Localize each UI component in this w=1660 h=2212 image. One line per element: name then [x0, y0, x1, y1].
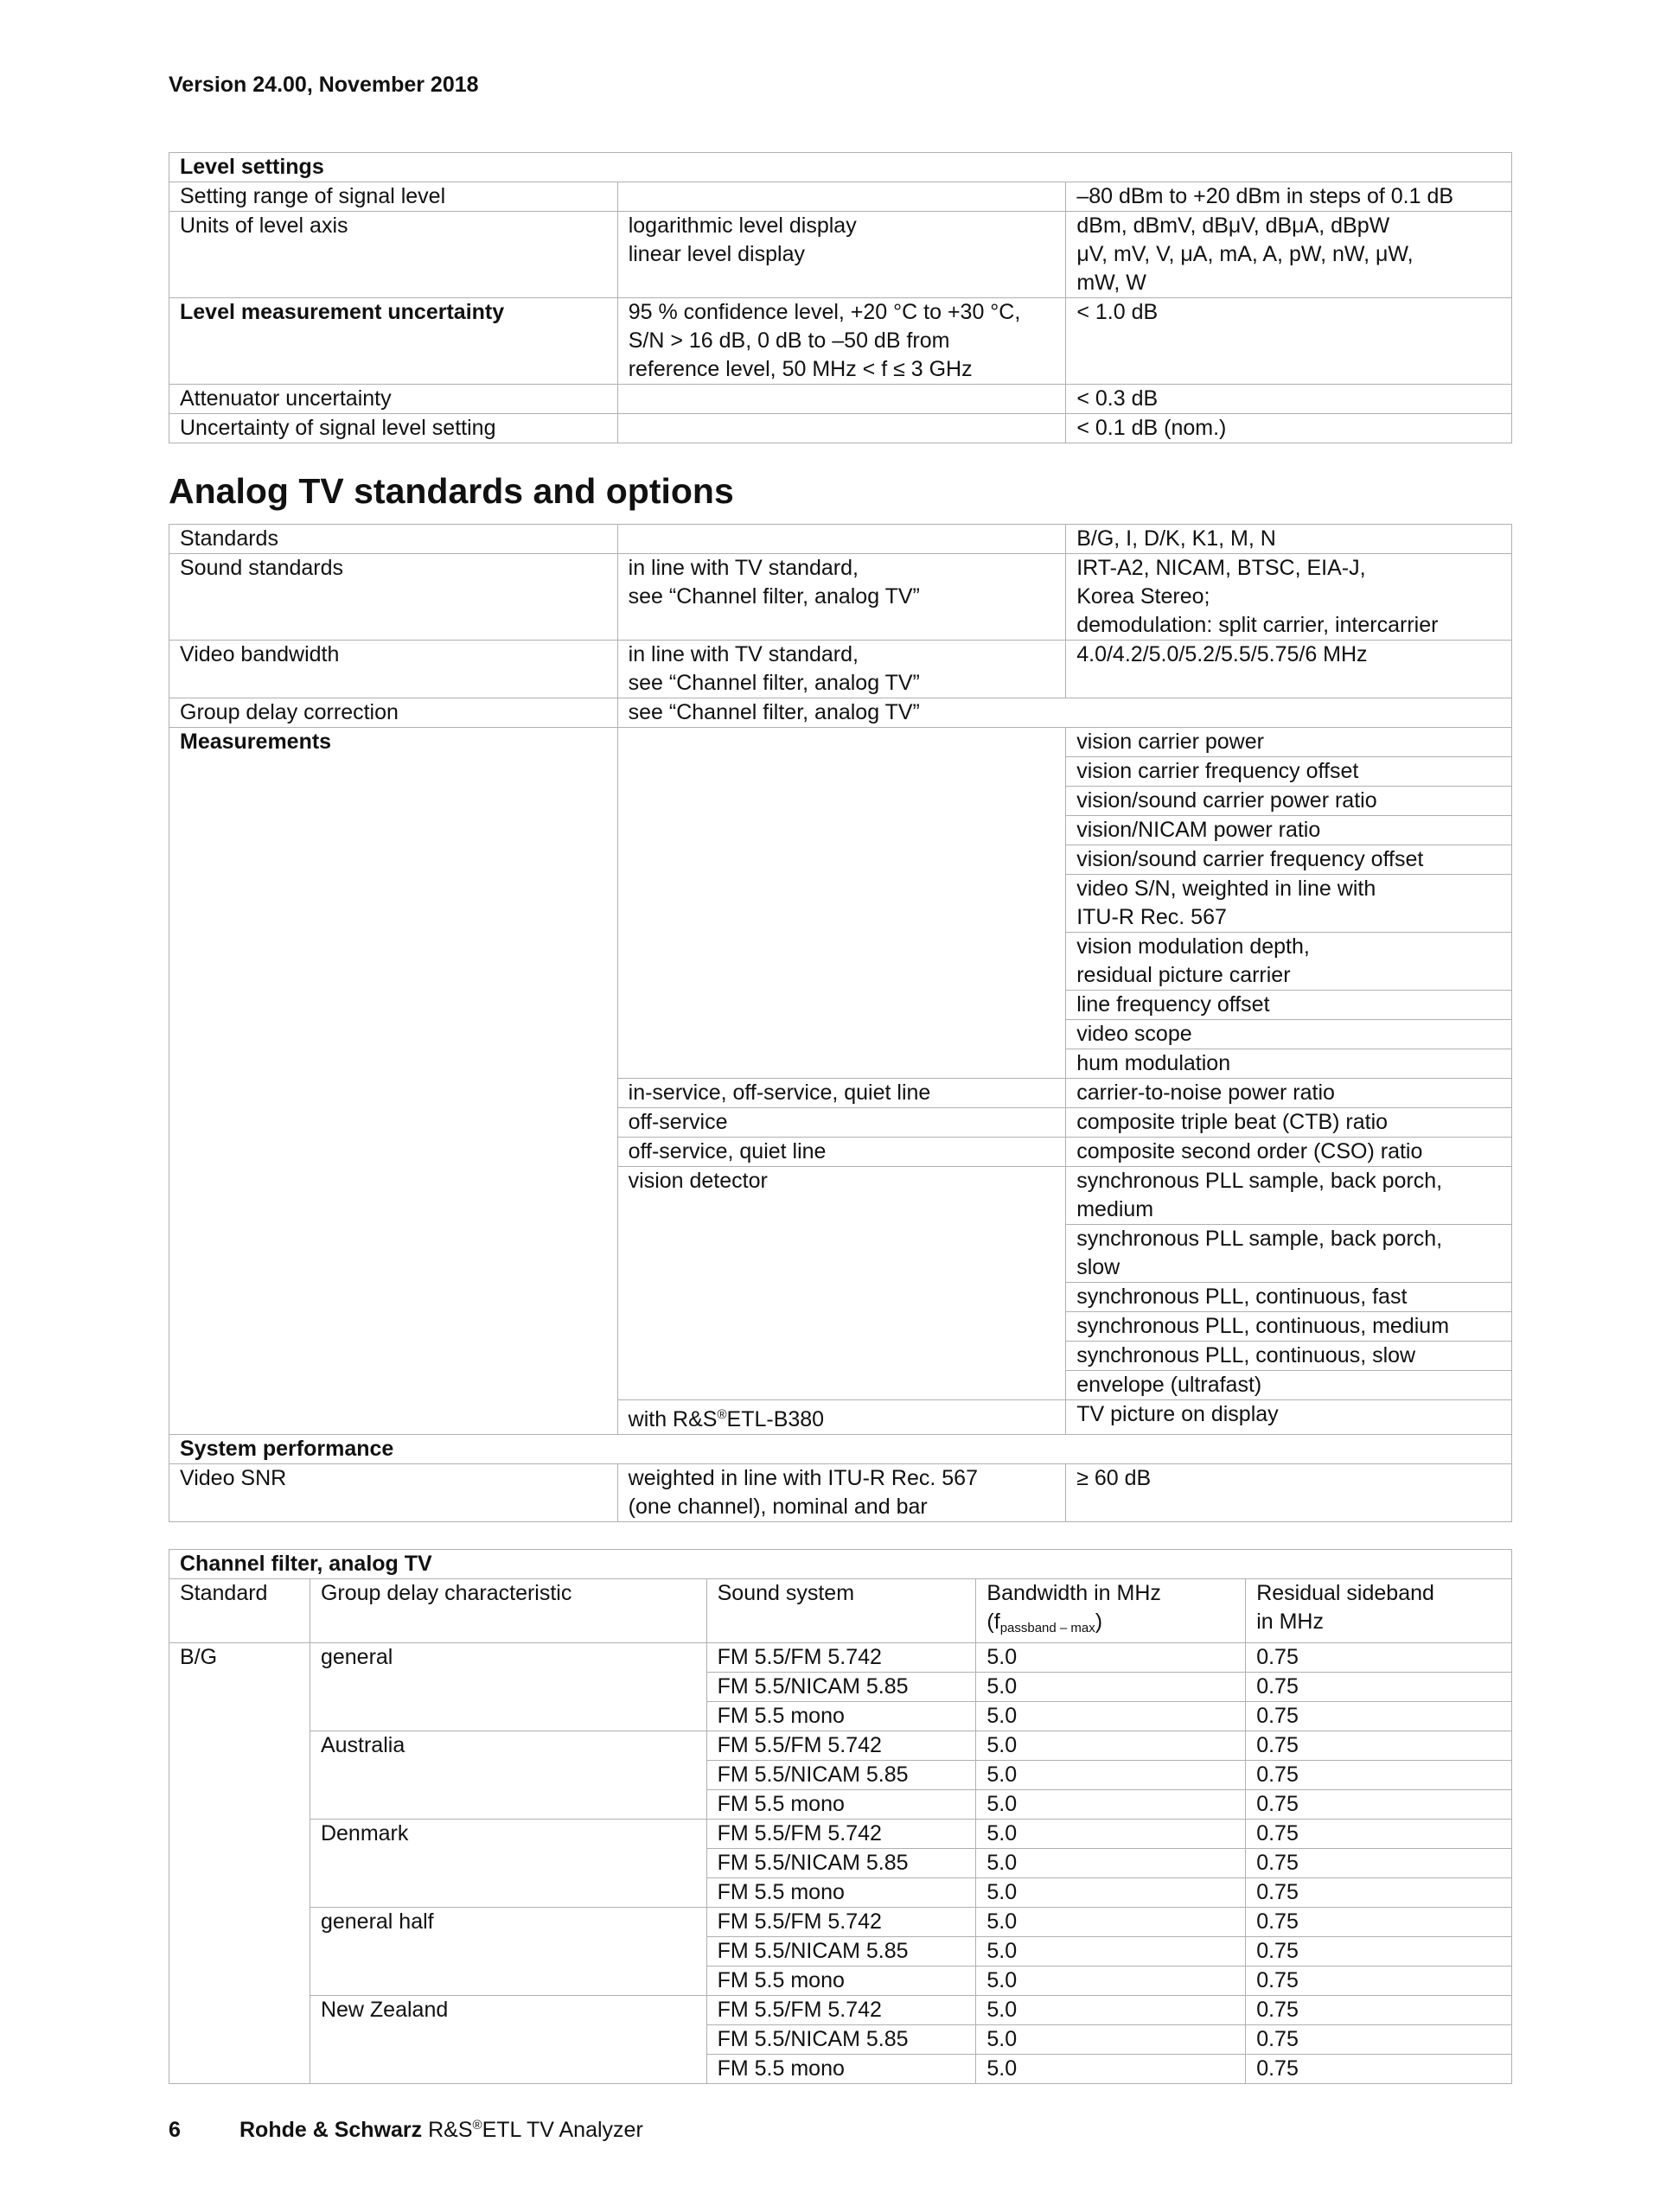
residual-sideband-cell: 0.75 — [1246, 1673, 1512, 1702]
row-value: < 0.3 dB — [1066, 385, 1512, 414]
bandwidth-cell: 5.0 — [976, 1937, 1246, 1967]
group-delay-cell: Australia — [310, 1731, 706, 1820]
table-title: Channel filter, analog TV — [169, 1550, 1512, 1579]
bandwidth-cell: 5.0 — [976, 1967, 1246, 1996]
residual-sideband-cell: 0.75 — [1246, 1908, 1512, 1937]
bandwidth-cell: 5.0 — [976, 2025, 1246, 2055]
footer-product-pre: R&S — [428, 2118, 473, 2142]
row-condition: vision detector — [617, 1167, 1066, 1400]
row-value: < 0.1 dB (nom.) — [1066, 414, 1512, 443]
row-value: μV, mV, V, μA, mA, A, pW, nW, μW, mW, W — [1066, 240, 1512, 298]
measurement-item: synchronous PLL sample, back porch, slow — [1066, 1225, 1512, 1283]
group-delay-cell: New Zealand — [310, 1996, 706, 2084]
measurement-item: composite triple beat (CTB) ratio — [1066, 1108, 1512, 1138]
row-condition: in line with TV standard, see “Channel filter, analog TV” — [617, 554, 1066, 641]
measurement-item: vision modulation depth, residual picture carrier — [1066, 933, 1512, 991]
residual-sideband-cell: 0.75 — [1246, 1937, 1512, 1967]
bandwidth-cell: 5.0 — [976, 1731, 1246, 1761]
table-row — [169, 1550, 1512, 1579]
row-value: dBm, dBmV, dBμV, dBμA, dBpW — [1066, 212, 1512, 241]
row-condition: off-service — [617, 1108, 1066, 1138]
bandwidth-cell: 5.0 — [976, 1820, 1246, 1849]
row-label: Video SNR — [169, 1464, 618, 1522]
measurement-item: video scope — [1066, 1020, 1512, 1049]
column-header: Bandwidth in MHz $(f_{passband - max})$ — [976, 1579, 1246, 1643]
system-performance-heading: System performance — [169, 1435, 1512, 1464]
row-label: Units of level axis — [169, 212, 618, 298]
residual-sideband-cell: 0.75 — [1246, 1761, 1512, 1790]
sound-system-cell: FM 5.5/FM 5.742 — [706, 1996, 976, 2025]
residual-sideband-cell: 0.75 — [1246, 1731, 1512, 1761]
row-value: –80 dBm to +20 dBm in steps of 0.1 dB — [1066, 182, 1512, 212]
measurement-item: vision/sound carrier power ratio — [1066, 787, 1512, 816]
bandwidth-cell: 5.0 — [976, 1908, 1246, 1937]
group-delay-cell: general half — [310, 1908, 706, 1996]
section-title: Analog TV standards and options — [169, 471, 734, 511]
row-value: see “Channel filter, analog TV” — [617, 698, 1511, 728]
standard-cell: B/G — [169, 1643, 310, 2084]
bandwidth-cell: 5.0 — [976, 1673, 1246, 1702]
measurement-item: vision carrier frequency offset — [1066, 757, 1512, 787]
residual-sideband-cell: 0.75 — [1246, 1996, 1512, 2025]
table-row — [169, 298, 1512, 385]
sound-system-cell: FM 5.5 mono — [706, 1790, 976, 1820]
column-header: Group delay characteristic — [310, 1579, 706, 1643]
group-delay-cell: Denmark — [310, 1820, 706, 1908]
measurement-item: synchronous PLL, continuous, fast — [1066, 1283, 1512, 1312]
row-label: Group delay correction — [169, 698, 618, 728]
row-condition: in line with TV standard, see “Channel filter, analog TV” — [617, 641, 1066, 698]
row-condition: 95 % confidence level, +20 °C to +30 °C, S/N > 16 dB, 0 dB to –50 dB from reference level, 50 MHz < f ≤ 3 GHz — [617, 298, 1066, 385]
table-row — [169, 182, 1512, 212]
row-value: < 1.0 dB — [1066, 298, 1512, 385]
measurement-item: synchronous PLL, continuous, medium — [1066, 1312, 1512, 1342]
sound-system-cell: FM 5.5 mono — [706, 2055, 976, 2084]
bandwidth-cell: 5.0 — [976, 2055, 1246, 2084]
residual-sideband-cell: 0.75 — [1246, 1820, 1512, 1849]
version-header: Version 24.00, November 2018 — [169, 73, 479, 97]
measurements-label: Measurements — [169, 728, 618, 1435]
residual-sideband-cell: 0.75 — [1246, 1702, 1512, 1731]
sound-system-cell: FM 5.5/NICAM 5.85 — [706, 2025, 976, 2055]
group-delay-cell: general — [310, 1643, 706, 1731]
row-condition: logarithmic level display — [617, 212, 1066, 241]
column-header: Residual sideband in MHz — [1246, 1579, 1512, 1643]
table-row — [169, 641, 1512, 698]
row-value: 4.0/4.2/5.0/5.2/5.5/5.75/6 MHz — [1066, 641, 1512, 698]
row-label: Attenuator uncertainty — [169, 385, 618, 414]
row-label: Setting range of signal level — [169, 182, 618, 212]
row-value: ≥ 60 dB — [1066, 1464, 1512, 1522]
bandwidth-cell: 5.0 — [976, 1643, 1246, 1673]
measurement-item: envelope (ultrafast) — [1066, 1371, 1512, 1400]
row-label: Sound standards — [169, 554, 618, 641]
row-condition: with R&S®ETL-B380 — [617, 1400, 1066, 1435]
channel-filter-table — [169, 1549, 1512, 2084]
row-condition: weighted in line with ITU-R Rec. 567 (one channel), nominal and bar — [617, 1464, 1066, 1522]
column-header: Standard — [169, 1579, 310, 1643]
row-condition: off-service, quiet line — [617, 1138, 1066, 1167]
residual-sideband-cell: 0.75 — [1246, 2025, 1512, 2055]
sound-system-cell: FM 5.5/NICAM 5.85 — [706, 1849, 976, 1878]
filter-rows — [169, 1643, 1512, 2084]
bandwidth-cell: 5.0 — [976, 1878, 1246, 1908]
table-row — [169, 212, 1512, 241]
table-row — [169, 698, 1512, 728]
measurement-item: vision carrier power — [1066, 728, 1512, 757]
sound-system-cell: FM 5.5 mono — [706, 1878, 976, 1908]
table-row — [169, 1996, 1512, 2025]
sound-system-cell: FM 5.5/FM 5.742 — [706, 1643, 976, 1673]
table-row — [169, 1908, 1512, 1937]
row-value: B/G, I, D/K, K1, M, N — [1066, 525, 1512, 554]
bandwidth-cell: 5.0 — [976, 1849, 1246, 1878]
page-footer: 6 Rohde & Schwarz R&S®ETL TV Analyzer — [169, 2118, 643, 2142]
table-row — [169, 153, 1512, 182]
measurement-item: line frequency offset — [1066, 991, 1512, 1020]
row-label: Video bandwidth — [169, 641, 618, 698]
bandwidth-cell: 5.0 — [976, 1702, 1246, 1731]
table-row — [169, 554, 1512, 641]
column-header: Sound system — [706, 1579, 976, 1643]
measurement-item: hum modulation — [1066, 1049, 1512, 1079]
residual-sideband-cell: 0.75 — [1246, 1849, 1512, 1878]
analog-tv-table — [169, 524, 1512, 1522]
measurement-item: vision/sound carrier frequency offset — [1066, 845, 1512, 875]
residual-sideband-cell: 0.75 — [1246, 1878, 1512, 1908]
residual-sideband-cell: 0.75 — [1246, 1790, 1512, 1820]
footer-brand: Rohde & Schwarz — [239, 2118, 423, 2142]
row-condition: in-service, off-service, quiet line — [617, 1079, 1066, 1108]
page-number: 6 — [169, 2118, 181, 2142]
sound-system-cell: FM 5.5/FM 5.742 — [706, 1908, 976, 1937]
table-row — [169, 1731, 1512, 1761]
row-label: Level measurement uncertainty — [169, 298, 618, 385]
residual-sideband-cell: 0.75 — [1246, 2055, 1512, 2084]
table-header-row — [169, 1579, 1512, 1643]
footer-product: ETL TV Analyzer — [482, 2118, 643, 2142]
measurement-item: TV picture on display — [1066, 1400, 1512, 1435]
table-row — [169, 1464, 1512, 1522]
bandwidth-cell: 5.0 — [976, 1996, 1246, 2025]
sound-system-cell: FM 5.5 mono — [706, 1702, 976, 1731]
sound-system-cell: FM 5.5/NICAM 5.85 — [706, 1937, 976, 1967]
sound-system-cell: FM 5.5/NICAM 5.85 — [706, 1673, 976, 1702]
bandwidth-cell: 5.0 — [976, 1790, 1246, 1820]
residual-sideband-cell: 0.75 — [1246, 1643, 1512, 1673]
row-condition: linear level display — [617, 240, 1066, 298]
residual-sideband-cell: 0.75 — [1246, 1967, 1512, 1996]
measurement-item: carrier-to-noise power ratio — [1066, 1079, 1512, 1108]
sound-system-cell: FM 5.5 mono — [706, 1967, 976, 1996]
level-settings-table — [169, 152, 1512, 443]
table-row — [169, 1435, 1512, 1464]
sound-system-cell: FM 5.5/NICAM 5.85 — [706, 1761, 976, 1790]
measurement-item: video S/N, weighted in line with ITU-R Rec. 567 — [1066, 875, 1512, 933]
table-row — [169, 385, 1512, 414]
bandwidth-cell: 5.0 — [976, 1761, 1246, 1790]
measurement-item: synchronous PLL, continuous, slow — [1066, 1342, 1512, 1371]
table-row — [169, 525, 1512, 554]
table-row — [169, 1643, 1512, 1673]
measurement-item: synchronous PLL sample, back porch, medium — [1066, 1167, 1512, 1225]
table-row — [169, 728, 1512, 757]
row-value: IRT-A2, NICAM, BTSC, EIA-J, Korea Stereo; demodulation: split carrier, intercarrier — [1066, 554, 1512, 641]
sound-system-cell: FM 5.5/FM 5.742 — [706, 1820, 976, 1849]
sound-system-cell: FM 5.5/FM 5.742 — [706, 1731, 976, 1761]
measurement-item: composite second order (CSO) ratio — [1066, 1138, 1512, 1167]
table-row — [169, 414, 1512, 443]
row-label: Standards — [169, 525, 618, 554]
row-label: Uncertainty of signal level setting — [169, 414, 618, 443]
table-row — [169, 1820, 1512, 1849]
table-title: Level settings — [169, 153, 1512, 182]
measurement-item: vision/NICAM power ratio — [1066, 816, 1512, 845]
